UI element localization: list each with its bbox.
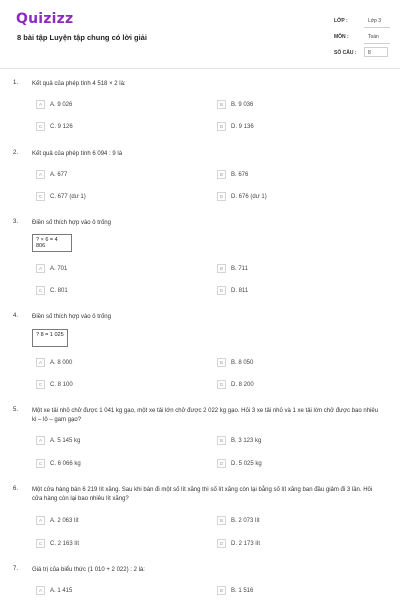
question-text: Một xe tải nhỏ chở được 1 041 kg gạo, một xe tải lớn chở được 2 022 kg gạo. Hỏi 3 xe tải nhỏ và 1 xe tải lớn chở được bao nhiêu ki – lô – gam gạo? (32, 408, 379, 423)
meta-count-value: 8 (368, 50, 371, 56)
option-text: A. 1 415 (50, 587, 73, 594)
option-letter-box: D (217, 539, 226, 548)
meta-count-label: SỐ CÂU : (334, 50, 357, 56)
question-number: 7. (13, 566, 19, 572)
question-text: Một cửa hàng bán 6 219 lít xăng. Sau khi bán đi một số lít xăng thì số lít xăng còn lại bằng số lít xăng ban đầu giảm đi 3 lần. Hỏi cửa hàng còn lại bao nhiêu lít xăng? (32, 487, 373, 502)
option-letter-box: A (36, 436, 45, 445)
option-letter-box: D (217, 380, 226, 389)
option-text: B. 711 (231, 265, 248, 272)
question-text: Kết quả của phép tính 4 518 × 2 là: (32, 81, 126, 87)
question-number: 2. (13, 150, 19, 156)
option-letter-box: B (217, 436, 226, 445)
option-letter-box: B (217, 100, 226, 109)
meta-subject-label: MÔN : (334, 34, 349, 40)
option-letter-box: A (36, 100, 45, 109)
option-text: D. 676 (dư 1) (231, 193, 267, 200)
option-text: B. 1 516 (231, 587, 254, 594)
question-text: Điền số thích hợp vào ô trống (32, 314, 111, 320)
question-text: Giá trị của biểu thức (1 010 + 2 022) : 2 là: (32, 567, 145, 573)
option-letter-box: D (217, 192, 226, 201)
question-number: 4. (13, 313, 19, 319)
question-number: 6. (13, 486, 19, 492)
option-text: D. 811 (231, 287, 249, 294)
option-text: C. 801 (50, 287, 68, 294)
option-letter-box: A (36, 264, 45, 273)
option-letter-box: D (217, 122, 226, 131)
option-text: C. 9 126 (50, 123, 73, 130)
meta-grade-label: LỚP : (334, 18, 348, 24)
header-divider (0, 68, 400, 69)
option-letter-box: C (36, 380, 45, 389)
option-letter-box: C (36, 192, 45, 201)
option-text: D. 9 136 (231, 123, 254, 130)
meta-count (330, 45, 390, 61)
meta-subject-value: Toán (368, 34, 379, 40)
meta-grade (330, 13, 390, 29)
question-number: 1. (13, 80, 19, 86)
option-text: B. 8 050 (231, 359, 254, 366)
question-text: Điền số thích hợp vào ô trống (32, 220, 111, 226)
option-letter-box: B (217, 358, 226, 367)
option-text: B. 676 (231, 171, 249, 178)
option-letter-box: A (36, 170, 45, 179)
formula-box: ? × 6 = 4 806 (32, 234, 72, 252)
meta-grade-value: Lớp 3 (368, 18, 382, 24)
option-letter-box: C (36, 122, 45, 131)
option-text: B. 9 036 (231, 101, 254, 108)
option-text: C. 6 066 kg (50, 460, 81, 467)
worksheet-title: 8 bài tập Luyện tập chung có lời giải (17, 33, 147, 42)
option-text: A. 677 (50, 171, 68, 178)
option-letter-box: A (36, 358, 45, 367)
option-letter-box: B (217, 170, 226, 179)
option-letter-box: C (36, 539, 45, 548)
option-text: A. 701 (50, 265, 68, 272)
option-letter-box: C (36, 286, 45, 295)
question-text: Kết quả của phép tính 6 094 : 9 là (32, 151, 123, 157)
option-text: A. 2 063 lít (50, 517, 79, 524)
meta-grade-line (364, 27, 390, 28)
option-text: A. 9 026 (50, 101, 73, 108)
formula-box: ? 8 = 1 025 (32, 329, 68, 347)
option-letter-box: B (217, 586, 226, 595)
question-number: 3. (13, 219, 19, 225)
option-text: C. 677 (dư 1) (50, 193, 86, 200)
option-letter-box: B (217, 264, 226, 273)
option-text: C. 2 163 lít (50, 540, 80, 547)
option-letter-box: C (36, 459, 45, 468)
quizizz-logo: Quizizz (16, 11, 74, 27)
option-text: A. 5 145 kg (50, 437, 81, 444)
question-number: 5. (13, 407, 19, 413)
option-text: B. 3 123 kg (231, 437, 262, 444)
meta-subject-line (364, 43, 390, 44)
option-letter-box: D (217, 459, 226, 468)
option-text: C. 8 100 (50, 381, 73, 388)
option-letter-box: D (217, 286, 226, 295)
option-letter-box: A (36, 586, 45, 595)
meta-subject (330, 29, 390, 45)
option-text: D. 8 200 (231, 381, 254, 388)
option-letter-box: B (217, 516, 226, 525)
option-text: B. 2 073 lít (231, 517, 260, 524)
option-letter-box: A (36, 516, 45, 525)
option-text: D. 5 025 kg (231, 460, 262, 467)
option-text: D. 2 173 lít (231, 540, 261, 547)
option-text: A. 8 000 (50, 359, 73, 366)
worksheet-header (0, 0, 400, 70)
